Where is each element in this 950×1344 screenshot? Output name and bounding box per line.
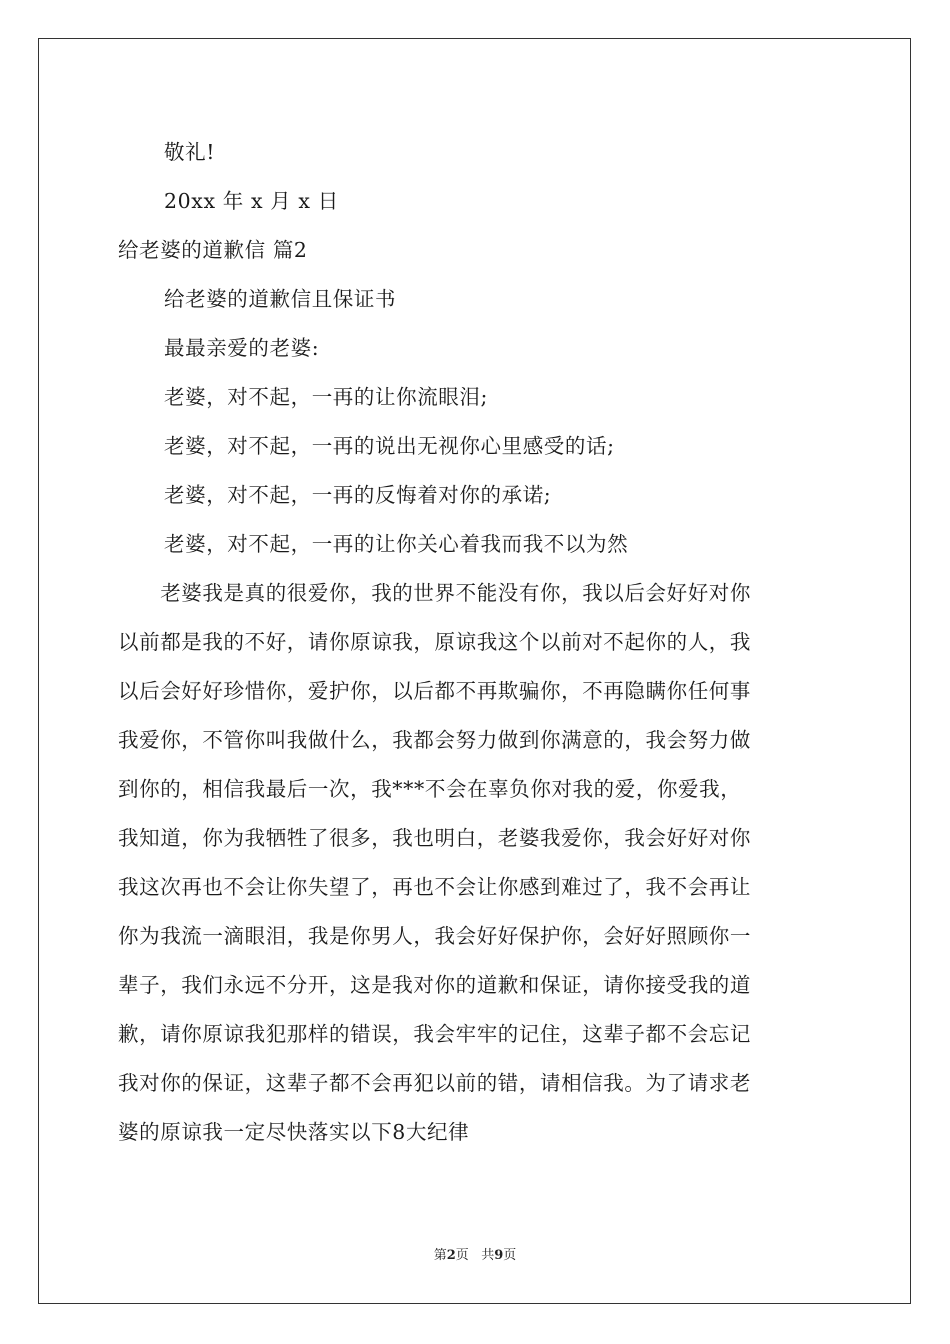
footer-page-unit: 页 xyxy=(455,1248,469,1263)
current-page-number: 2 xyxy=(446,1248,456,1263)
apology-line: 老婆，对不起，一再的让你流眼泪; xyxy=(164,385,489,409)
letter-date: 20xx 年 x 月 x 日 xyxy=(164,189,339,213)
apology-line: 老婆，对不起，一再的让你关心着我而我不以为然 xyxy=(164,532,629,556)
total-page-number: 9 xyxy=(494,1248,504,1263)
paragraph-line: 到你的，相信我最后一次，我***不会在辜负你对我的爱，你爱我， xyxy=(118,777,742,801)
paragraph-line: 老婆我是真的很爱你，我的世界不能没有你，我以后会好好对你 xyxy=(118,581,751,605)
body-paragraph xyxy=(118,569,838,1157)
document-body xyxy=(118,128,838,1157)
paragraph-line: 辈子，我们永远不分开，这是我对你的道歉和保证，请你接受我的道 xyxy=(118,973,751,997)
page-footer xyxy=(0,1247,950,1265)
footer-prefix: 第 xyxy=(433,1248,447,1263)
paragraph-line: 婆的原谅我一定尽快落实以下8大纪律 xyxy=(118,1120,470,1144)
apology-line: 老婆，对不起，一再的说出无视你心里感受的话; xyxy=(164,434,615,458)
paragraph-line: 我知道，你为我牺牲了很多，我也明白，老婆我爱你，我会好好对你 xyxy=(118,826,751,850)
closing-salutation: 敬礼! xyxy=(164,140,216,164)
paragraph-line: 你为我流一滴眼泪，我是你男人，我会好好保护你，会好好照顾你一 xyxy=(118,924,751,948)
paragraph-line: 以后会好好珍惜你，爱护你，以后都不再欺骗你，不再隐瞒你任何事 xyxy=(118,679,751,703)
paragraph-line: 歉，请你原谅我犯那样的错误，我会牢牢的记住，这辈子都不会忘记 xyxy=(118,1022,751,1046)
letter-title: 给老婆的道歉信且保证书 xyxy=(164,287,397,311)
paragraph-line: 我这次再也不会让你失望了，再也不会让你感到难过了，我不会再让 xyxy=(118,875,751,899)
paragraph-line: 我对你的保证，这辈子都不会再犯以前的错，请相信我。为了请求老 xyxy=(118,1071,751,1095)
footer-total-prefix: 共 xyxy=(481,1248,495,1263)
footer-total-unit: 页 xyxy=(503,1248,517,1263)
letter-greeting: 最最亲爱的老婆: xyxy=(164,336,320,360)
paragraph-line: 以前都是我的不好，请你原谅我，原谅我这个以前对不起你的人，我 xyxy=(118,630,751,654)
paragraph-line: 我爱你，不管你叫我做什么，我都会努力做到你满意的，我会努力做 xyxy=(118,728,751,752)
apology-line: 老婆，对不起，一再的反悔着对你的承诺; xyxy=(164,483,552,507)
section-heading: 给老婆的道歉信 篇2 xyxy=(118,238,308,262)
